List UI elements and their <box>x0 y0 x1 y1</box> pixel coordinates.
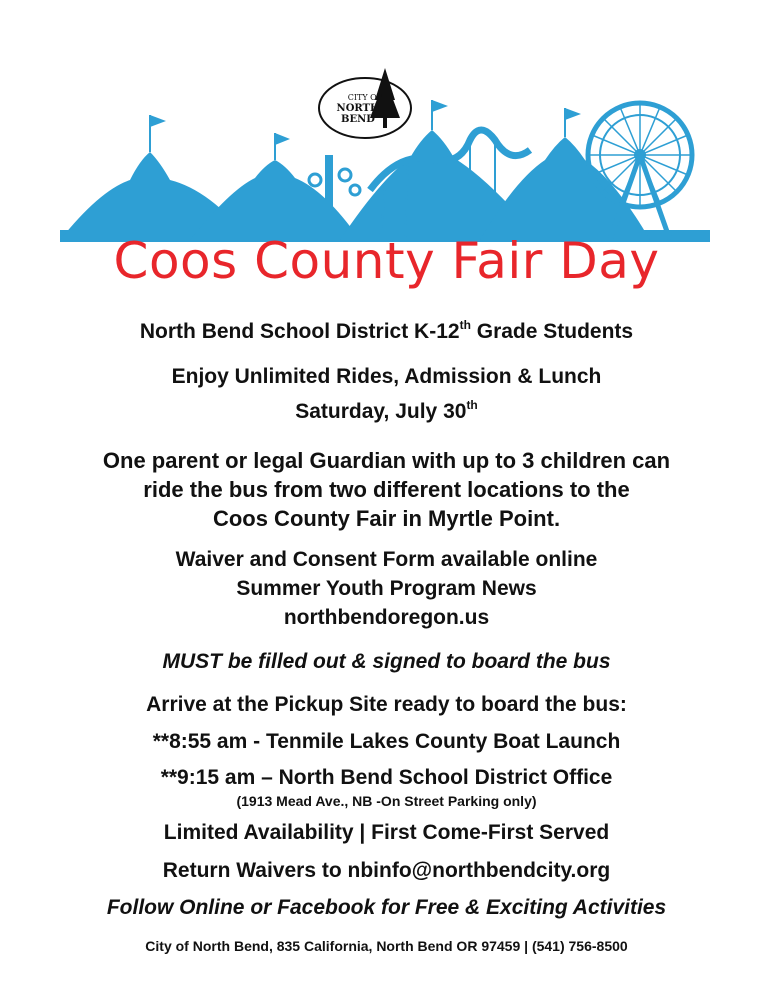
logo-top-text: CITY OF <box>347 93 383 102</box>
pickup-2-line: **9:15 am – North Bend School District Office <box>160 766 613 789</box>
program-news-line: Summer Youth Program News <box>236 577 537 600</box>
pickup-1-line: **8:55 am - Tenmile Lakes County Boat Launch <box>152 730 621 753</box>
date-sup: th <box>466 398 478 412</box>
pickup-2-note: (1913 Mead Ave., NB -On Street Parking only) <box>236 793 537 809</box>
enjoy-line: Enjoy Unlimited Rides, Admission & Lunch <box>171 365 602 388</box>
website-line: northbendoregon.us <box>283 606 490 629</box>
date-text: Saturday, July 30 <box>295 400 467 423</box>
return-waivers-line: Return Waivers to nbinfo@northbendcity.org <box>162 859 611 882</box>
audience-text: North Bend School District K-12 <box>139 320 460 343</box>
availability-line: Limited Availability | First Come-First Served <box>163 821 610 844</box>
footer-contact: City of North Bend, 835 California, North Bend OR 97459 | (541) 756-8500 <box>145 938 628 954</box>
audience-line <box>0 319 773 345</box>
audience-sup: th <box>459 318 471 332</box>
audience-rest: Grade Students <box>470 320 634 343</box>
date-line <box>0 399 773 425</box>
fair-banner-illustration <box>40 40 733 250</box>
logo-name: NORTH BEND <box>336 103 380 125</box>
drop-tower <box>325 155 333 240</box>
follow-line: Follow Online or Facebook for Free & Exciting Activities <box>106 896 667 919</box>
parent-line-2: ride the bus from two different locations to the <box>143 477 630 502</box>
tent-middle-left <box>190 160 360 240</box>
parent-line-3: Coos County Fair in Myrtle Point. <box>212 506 561 531</box>
must-sign-line: MUST be filled out & signed to board the bus <box>162 650 611 673</box>
page-title: Coos County Fair Day <box>113 232 660 290</box>
arrive-line: Arrive at the Pickup Site ready to board the bus: <box>146 693 627 716</box>
parent-line-1: One parent or legal Guardian with up to 3 children can <box>102 448 671 473</box>
waiver-online-line: Waiver and Consent Form available online <box>175 548 598 571</box>
